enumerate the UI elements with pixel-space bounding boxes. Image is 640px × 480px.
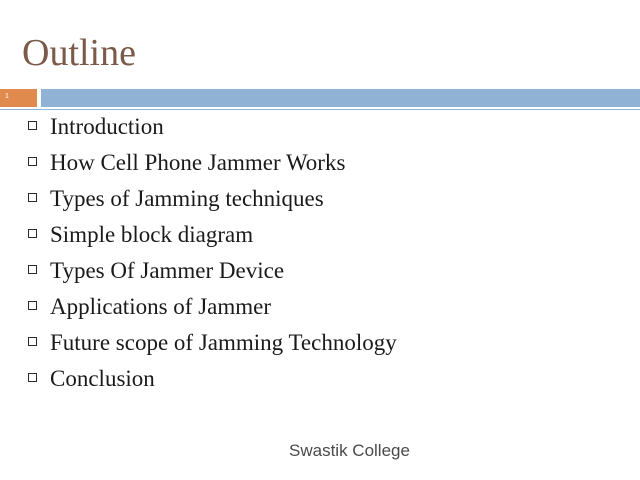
hollow-square-bullet-icon	[28, 229, 37, 238]
bullet-text: How Cell Phone Jammer Works	[50, 150, 346, 175]
hollow-square-bullet-icon	[28, 193, 37, 202]
hollow-square-bullet-icon	[28, 337, 37, 346]
slide-footer: Swastik College	[289, 441, 410, 460]
hollow-square-bullet-icon	[28, 121, 37, 130]
bullet-text: Applications of Jammer	[50, 294, 272, 319]
bullet-text: Introduction	[50, 114, 164, 139]
slide-number: 1	[5, 93, 9, 100]
slide-title: Outline	[22, 32, 136, 74]
header-accent-bar	[41, 89, 640, 107]
hollow-square-bullet-icon	[28, 157, 37, 166]
hollow-square-bullet-icon	[28, 265, 37, 274]
bullet-text: Future scope of Jamming Technology	[50, 330, 397, 355]
bullet-text: Types of Jamming techniques	[50, 186, 324, 211]
bullet-text: Conclusion	[50, 366, 155, 391]
bullet-text: Simple block diagram	[50, 222, 254, 247]
header-divider	[0, 109, 640, 110]
hollow-square-bullet-icon	[28, 373, 37, 382]
hollow-square-bullet-icon	[28, 301, 37, 310]
bullet-text: Types Of Jammer Device	[50, 258, 285, 283]
